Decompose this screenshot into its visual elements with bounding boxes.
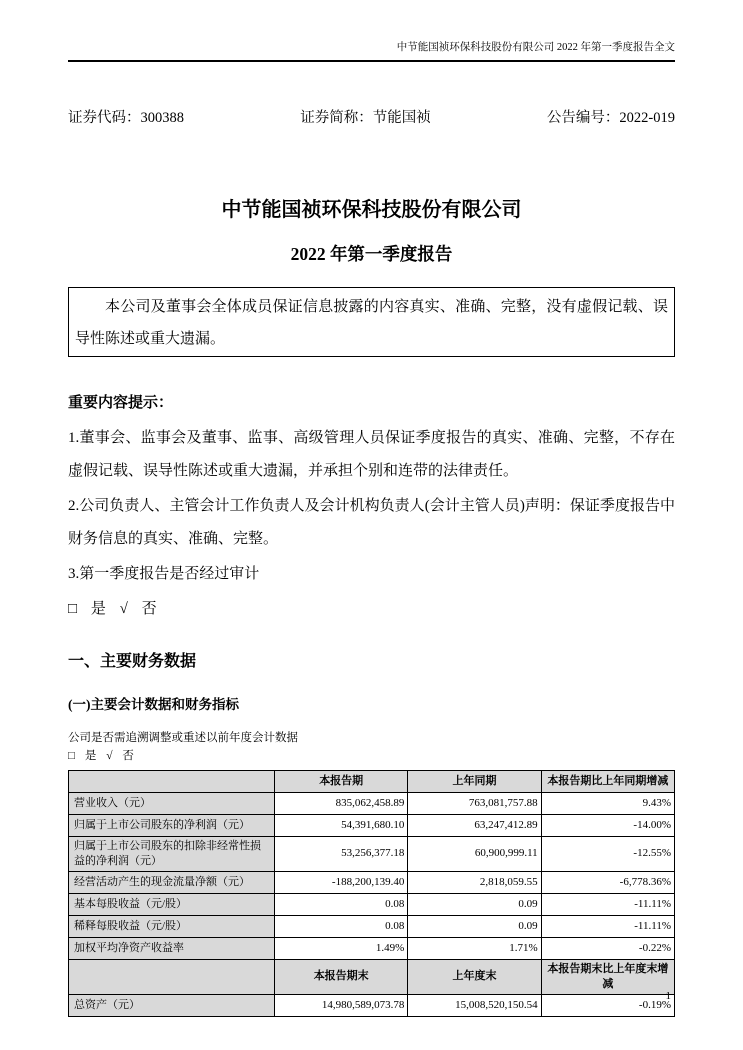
header-prior-year-end: 上年度末 (408, 959, 541, 994)
restatement-answer-line (68, 748, 675, 765)
restatement-no-label: 否 (122, 749, 134, 762)
checkbox-unchecked-icon: □ (68, 600, 78, 617)
stock-info-line (68, 106, 675, 127)
audit-answer-line (68, 593, 675, 626)
header-current-period: 本报告期 (275, 770, 408, 792)
disclaimer-box (68, 287, 675, 357)
table-row-net-profit (69, 814, 675, 836)
metric-label: 总资产（元） (69, 994, 275, 1016)
metric-current: 835,062,458.89 (275, 792, 408, 814)
table-row-weighted-roe (69, 937, 675, 959)
table-row-diluted-eps (69, 915, 675, 937)
stock-short-name: 证券简称：节能国祯 (300, 109, 431, 126)
disclaimer-text: 本公司及董事会全体成员保证信息披露的内容真实、准确、完整，没有虚假记载、误导性陈述或重大遗漏。 (75, 298, 668, 347)
metric-prior: 0.09 (408, 915, 541, 937)
section-heading: 一、主要财务数据 (68, 652, 197, 670)
checkmark-icon: √ (106, 749, 113, 762)
metric-change: -0.22% (541, 937, 674, 959)
financial-table (68, 770, 675, 1017)
announcement-number: 公告编号：2022-019 (546, 109, 675, 126)
page-number: 1 (665, 990, 671, 1002)
company-title: 中节能国祯环保科技股份有限公司 (221, 198, 522, 221)
metric-label: 基本每股收益（元/股） (69, 893, 275, 915)
checkmark-icon: √ (119, 600, 128, 617)
notice-item-2: 2.公司负责人、主管会计工作负责人及会计机构负责人(会计主管人员)声明：保证季度报告中财务信息的真实、准确、完整。 (68, 497, 675, 547)
stock-code: 证券代码：300388 (68, 109, 184, 126)
report-title: 2022 年第一季度报告 (290, 243, 453, 264)
metric-prior: 0.09 (408, 893, 541, 915)
checkbox-unchecked-icon: □ (68, 749, 75, 762)
metric-current: -188,200,139.40 (275, 871, 408, 893)
header-empty-cell (69, 959, 275, 994)
metric-current: 0.08 (275, 893, 408, 915)
table-row-revenue (69, 792, 675, 814)
header-prior-period: 上年同期 (408, 770, 541, 792)
metric-prior: 63,247,412.89 (408, 814, 541, 836)
metric-label: 营业收入（元） (69, 792, 275, 814)
metric-current: 1.49% (275, 937, 408, 959)
restatement-question: 公司是否需追溯调整或重述以前年度会计数据 (68, 731, 298, 744)
metric-current: 53,256,377.18 (275, 836, 408, 871)
table-row-deducted-net-profit (69, 836, 675, 871)
metric-change: 9.43% (541, 792, 674, 814)
header-empty-cell (69, 770, 275, 792)
header-period-change: 本报告期比上年同期增减 (541, 770, 674, 792)
metric-label: 归属于上市公司股东的扣除非经常性损益的净利润（元） (69, 836, 275, 871)
metric-prior: 763,081,757.88 (408, 792, 541, 814)
metric-change: -12.55% (541, 836, 674, 871)
table-row-basic-eps (69, 893, 675, 915)
metric-prior: 1.71% (408, 937, 541, 959)
metric-prior: 2,818,059.55 (408, 871, 541, 893)
header-period-end-change: 本报告期末比上年度末增减 (541, 959, 674, 994)
metric-change: -11.11% (541, 915, 674, 937)
subsection-heading: (一)主要会计数据和财务指标 (68, 697, 239, 713)
table-header-row-period (69, 770, 675, 792)
header-rule (68, 60, 675, 62)
audit-yes-label: 是 (90, 600, 106, 617)
metric-label: 稀释每股收益（元/股） (69, 915, 275, 937)
running-header-text: 中节能国祯环保科技股份有限公司 2022 年第一季度报告全文 (396, 42, 675, 53)
restatement-yes-label: 是 (84, 749, 97, 762)
table-row-total-assets (69, 994, 675, 1016)
page-content (68, 0, 675, 1017)
metric-label: 归属于上市公司股东的净利润（元） (69, 814, 275, 836)
header-period-end: 本报告期末 (275, 959, 408, 994)
metric-label: 加权平均净资产收益率 (69, 937, 275, 959)
table-row-operating-cash-flow (69, 871, 675, 893)
running-header (68, 0, 675, 55)
notice-heading: 重要内容提示： (68, 394, 174, 411)
metric-current: 14,980,589,073.78 (275, 994, 408, 1016)
audit-no-label: 否 (141, 600, 157, 617)
metric-prior: 60,900,999.11 (408, 836, 541, 871)
metric-change: -14.00% (541, 814, 674, 836)
metric-change: -0.19% (541, 994, 674, 1016)
metric-change: -6,778.36% (541, 871, 674, 893)
metric-change: -11.11% (541, 893, 674, 915)
metric-prior: 15,008,520,150.54 (408, 994, 541, 1016)
notice-item-3: 3.第一季度报告是否经过审计 (68, 565, 260, 582)
table-header-row-period-end (69, 959, 675, 994)
notice-item-1: 1.董事会、监事会及董事、监事、高级管理人员保证季度报告的真实、准确、完整，不存在虚假记载、误导性陈述或重大遗漏，并承担个别和连带的法律责任。 (68, 429, 675, 479)
metric-label: 经营活动产生的现金流量净额（元） (69, 871, 275, 893)
metric-current: 54,391,680.10 (275, 814, 408, 836)
metric-current: 0.08 (275, 915, 408, 937)
